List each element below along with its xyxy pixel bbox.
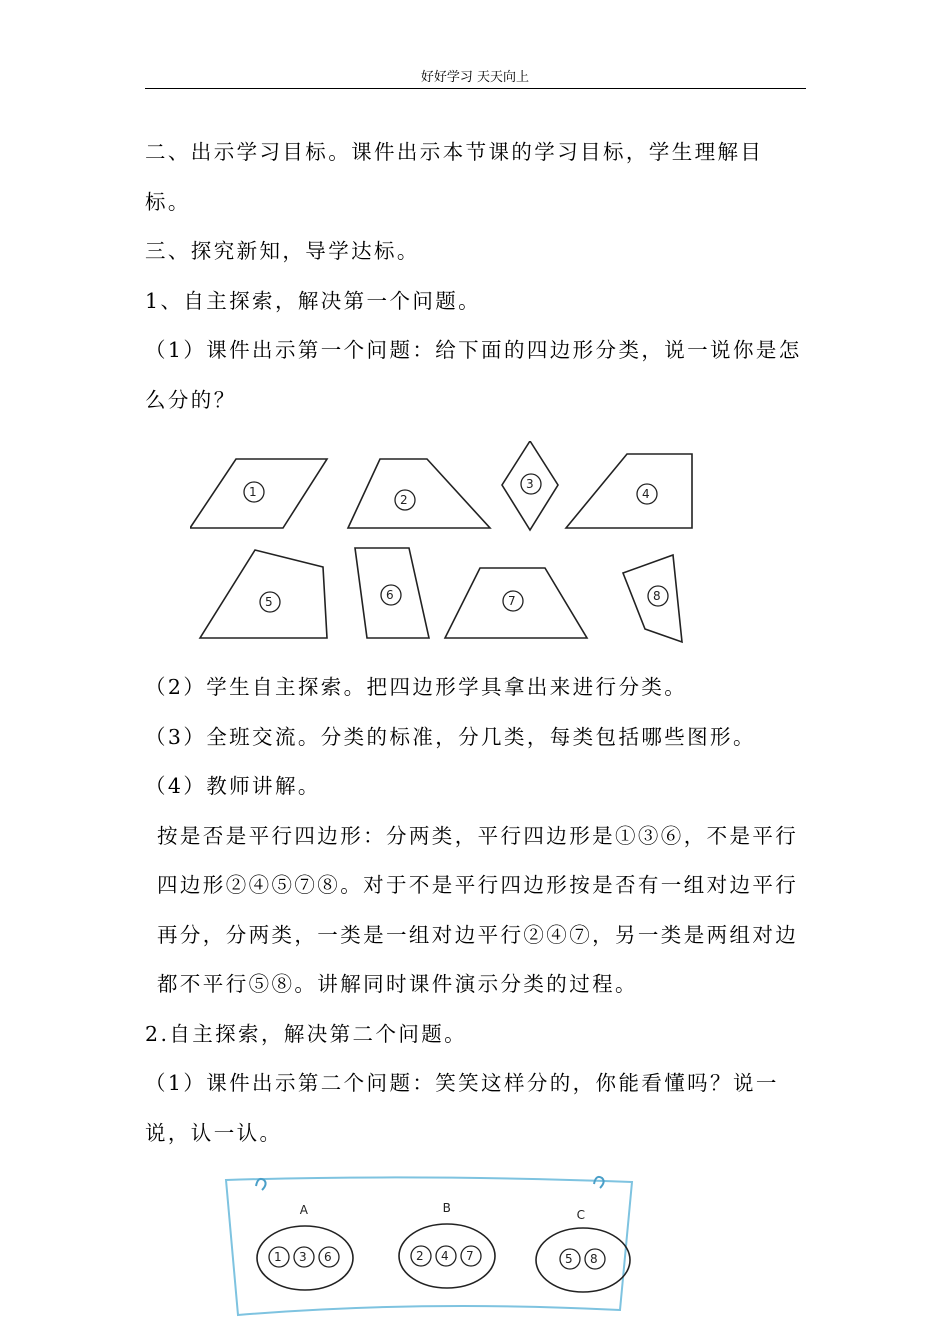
- quad-label-1: [244, 482, 264, 502]
- group-a-item-6: [319, 1247, 339, 1267]
- paragraph-student-explore: （2）学生自主探索。把四边形学具拿出来进行分类。: [145, 675, 688, 699]
- quad-label-5: [260, 592, 280, 612]
- quad-shape-4: [566, 454, 692, 528]
- svg-text:7: 7: [507, 594, 519, 608]
- paragraph-question-one: （1）课件出示第一个问题：给下面的四边形分类，说一说你是怎么分的？: [145, 338, 802, 412]
- svg-text:2: 2: [399, 493, 411, 507]
- paragraph-teacher-explain: （4）教师讲解。: [145, 774, 321, 798]
- paper-border: [226, 1177, 632, 1315]
- document-body: [145, 128, 807, 1317]
- paragraph-step-two: 2.自主探索，解决第二个问题。: [145, 1021, 468, 1046]
- svg-text:6: 6: [323, 1250, 335, 1264]
- quadrilateral-figure: [190, 441, 710, 651]
- svg-text:2: 2: [415, 1249, 427, 1263]
- group-b-item-2: [411, 1246, 431, 1266]
- svg-text:8: 8: [589, 1252, 601, 1266]
- svg-text:1: 1: [273, 1250, 285, 1264]
- svg-text:4: 4: [440, 1249, 452, 1263]
- classification-groups-figure: [220, 1172, 640, 1317]
- svg-text:8: 8: [652, 589, 664, 603]
- group-label-c: C: [576, 1208, 588, 1222]
- paragraph-classification-explanation: 按是否是平行四边形：分两类，平行四边形是①③⑥，不是平行四边形②④⑤⑦⑧。对于不是平行四边形按是否有一组对边平行再分，分两类，一类是一组对边平行②④⑦，另一类是两组对边都不平行⑤⑧。讲解同时课件演示分类的过程。: [157, 823, 799, 996]
- quad-label-4: [637, 484, 657, 504]
- svg-text:7: 7: [465, 1249, 477, 1263]
- quad-label-6: [381, 585, 401, 605]
- group-b-item-7: [461, 1246, 481, 1266]
- group-a-item-1: [269, 1247, 289, 1267]
- paragraph-learning-goals: 二、出示学习目标。课件出示本节课的学习目标，学生理解目标。: [145, 140, 764, 214]
- svg-text:5: 5: [564, 1252, 576, 1266]
- group-c-item-5: [560, 1249, 580, 1269]
- paragraph-step-one: 1、自主探索，解决第一个问题。: [145, 288, 482, 313]
- svg-text:6: 6: [385, 588, 397, 602]
- paragraph-question-two: （1）课件出示第二个问题：笑笑这样分的，你能看懂吗？说一说，认一认。: [145, 1071, 779, 1145]
- page-header: 好好学习 天天向上: [420, 70, 530, 85]
- group-a-item-3: [294, 1247, 314, 1267]
- quad-label-3: [521, 474, 541, 494]
- quad-label-2: [395, 490, 415, 510]
- paragraph-section-three: 三、探究新知，导学达标。: [145, 239, 420, 263]
- group-label-a: A: [299, 1203, 311, 1217]
- group-b-item-4: [436, 1246, 456, 1266]
- svg-text:4: 4: [641, 487, 653, 501]
- svg-text:3: 3: [525, 477, 537, 491]
- svg-text:5: 5: [264, 595, 276, 609]
- paragraph-class-discussion: （3）全班交流。分类的标准，分几类，每类包括哪些图形。: [145, 724, 756, 749]
- quad-label-8: [648, 586, 668, 606]
- group-label-b: B: [442, 1201, 454, 1215]
- group-c-item-8: [585, 1249, 605, 1269]
- quad-shape-2: [348, 459, 490, 528]
- quad-label-7: [503, 591, 523, 611]
- svg-text:1: 1: [248, 485, 260, 499]
- svg-text:3: 3: [298, 1250, 310, 1264]
- header-divider: [145, 88, 806, 89]
